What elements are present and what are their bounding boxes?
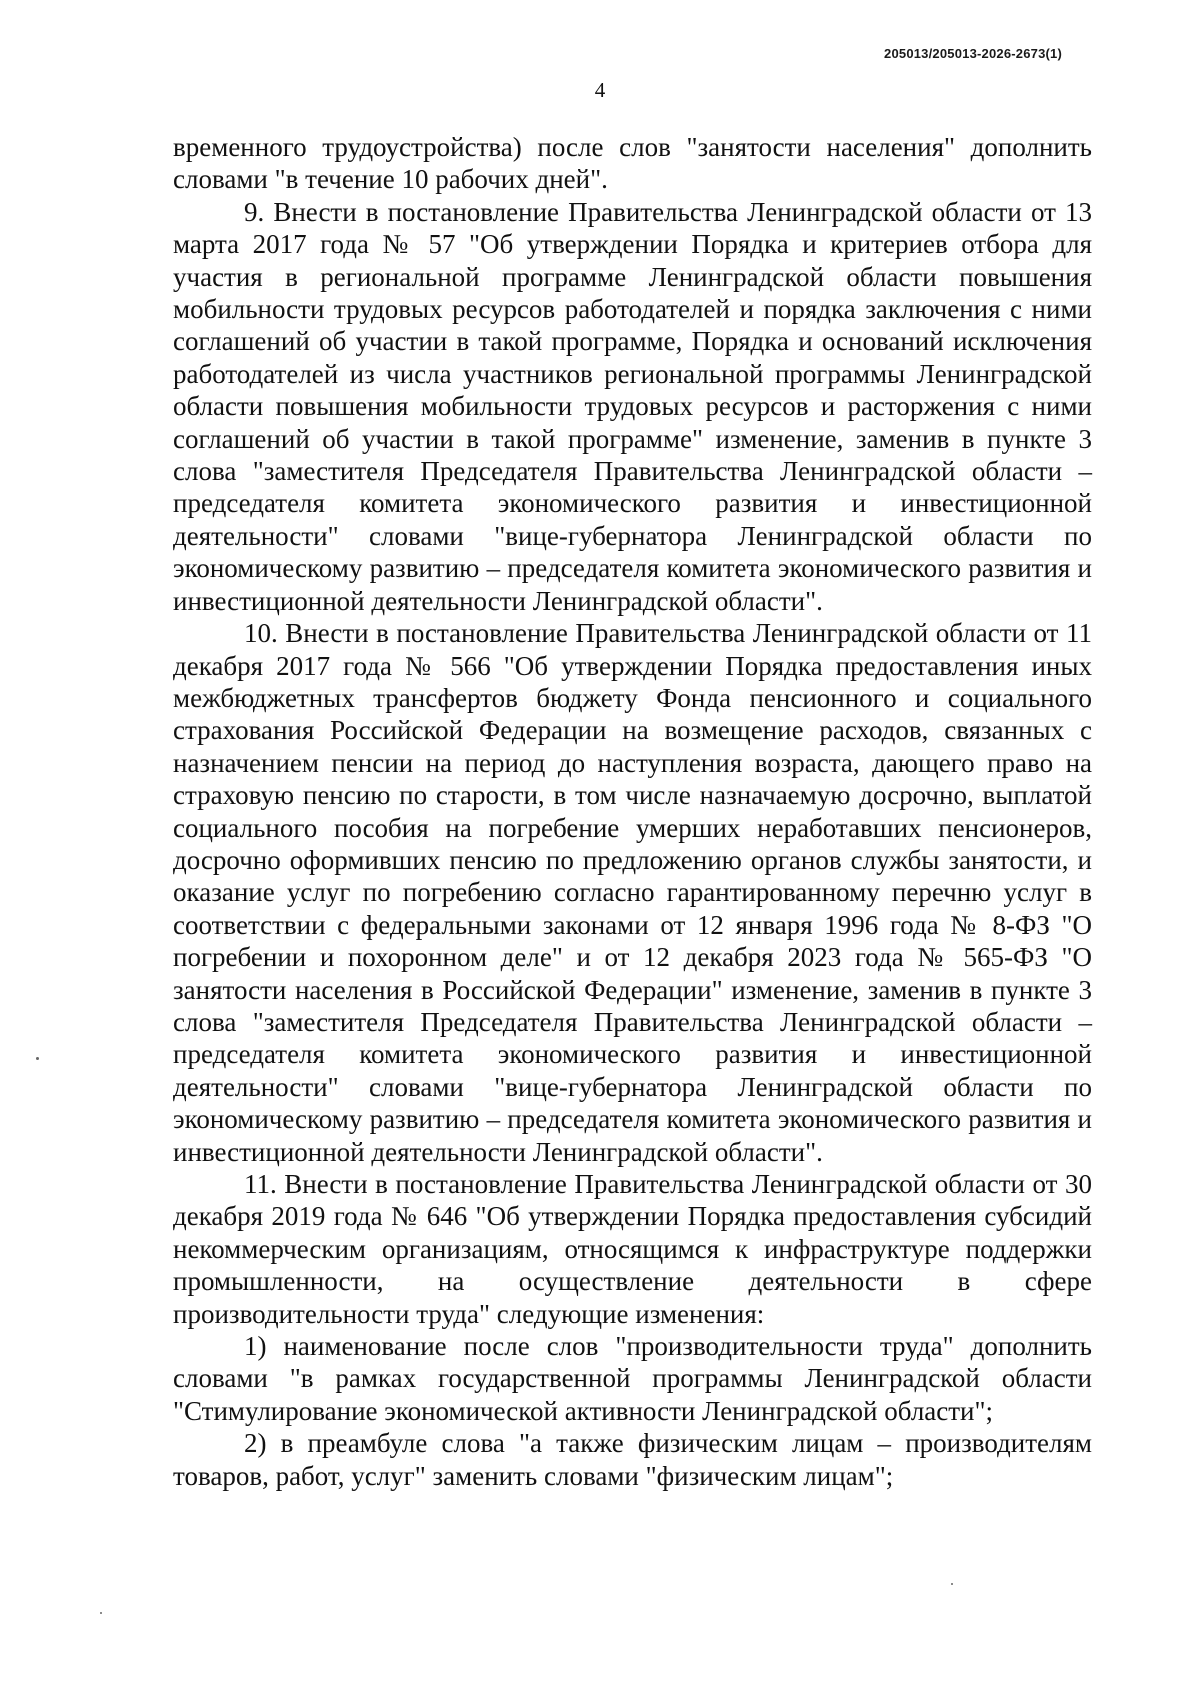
- paragraph-item-10: 10. Внести в постановление Правительства Ленинградской области от 11 декабря 2017 года № 566 "Об утверждении Порядка предоставления иных межбюджетных трансфертов бюджету Фонда пенсионного и социального страхования Российской Федерации на возмещение расходов, связанных с назначением пенсии на период до наступления возраста, дающего право на страховую пенсию по старости, в том числе назначаемую досрочно, выплатой социального пособия на погребение умерших неработавших пенсионеров, досрочно оформивших пенсию по предложению органов службы занятости, и оказание услуг по погребению согласно гарантированному перечню услуг в соответствии с федеральными законами от 12 января 1996 года № 8-ФЗ "О погребении и похоронном деле" и от 12 декабря 2023 года № 565-ФЗ "О занятости населения в Российской Федерации" изменение, заменив в пункте 3 слова "заместителя Председателя Правительства Ленинградской области – председателя комитета экономического развития и инвестиционной деятельности" словами "вице-губернатора Ленинградской области по экономическому развитию – председателя комитета экономического развития и инвестиционной деятельности Ленинградской области".: [173, 618, 1092, 1167]
- document-id: 205013/205013-2026-2673(1): [884, 46, 1062, 61]
- document-body: [173, 131, 1092, 1492]
- scan-speck: [100, 1612, 102, 1614]
- page-number: 4: [594, 78, 606, 102]
- paragraph-subitem-2: 2) в преамбуле слова "а также физическим лицам – производителям товаров, работ, услуг" заменить словами "физическим лицам";: [173, 1428, 1092, 1491]
- scan-speck: [36, 1057, 39, 1060]
- paragraph-subitem-1: 1) наименование после слов "производительности труда" дополнить словами "в рамках государственной программы Ленинградской области "Стимулирование экономической активности Ленинградской области";: [173, 1331, 1092, 1426]
- scan-speck: [951, 1583, 953, 1585]
- paragraph-item-11: 11. Внести в постановление Правительства Ленинградской области от 30 декабря 2019 года № 646 "Об утверждении Порядка предоставления субсидий некоммерческим организациям, относящимся к инфраструктуре поддержки промышленности, на осуществление деятельности в сфере производительности труда" следующие изменения:: [173, 1169, 1092, 1329]
- paragraph-continuation: временного трудоустройства) после слов "занятости населения" дополнить словами "в течение 10 рабочих дней".: [173, 132, 1092, 195]
- paragraph-item-9: 9. Внести в постановление Правительства Ленинградской области от 13 марта 2017 года № 57 "Об утверждении Порядка и критериев отбора для участия в региональной программе Ленинградской области повышения мобильности трудовых ресурсов работодателей и порядка заключения с ними соглашений об участии в такой программе, Порядка и оснований исключения работодателей из числа участников региональной программы Ленинградской области повышения мобильности трудовых ресурсов и расторжения с ними соглашений об участии в такой программе" изменение, заменив в пункте 3 слова "заместителя Председателя Правительства Ленинградской области – председателя комитета экономического развития и инвестиционной деятельности" словами "вице-губернатора Ленинградской области по экономическому развитию – председателя комитета экономического развития и инвестиционной деятельности Ленинградской области".: [173, 196, 1092, 616]
